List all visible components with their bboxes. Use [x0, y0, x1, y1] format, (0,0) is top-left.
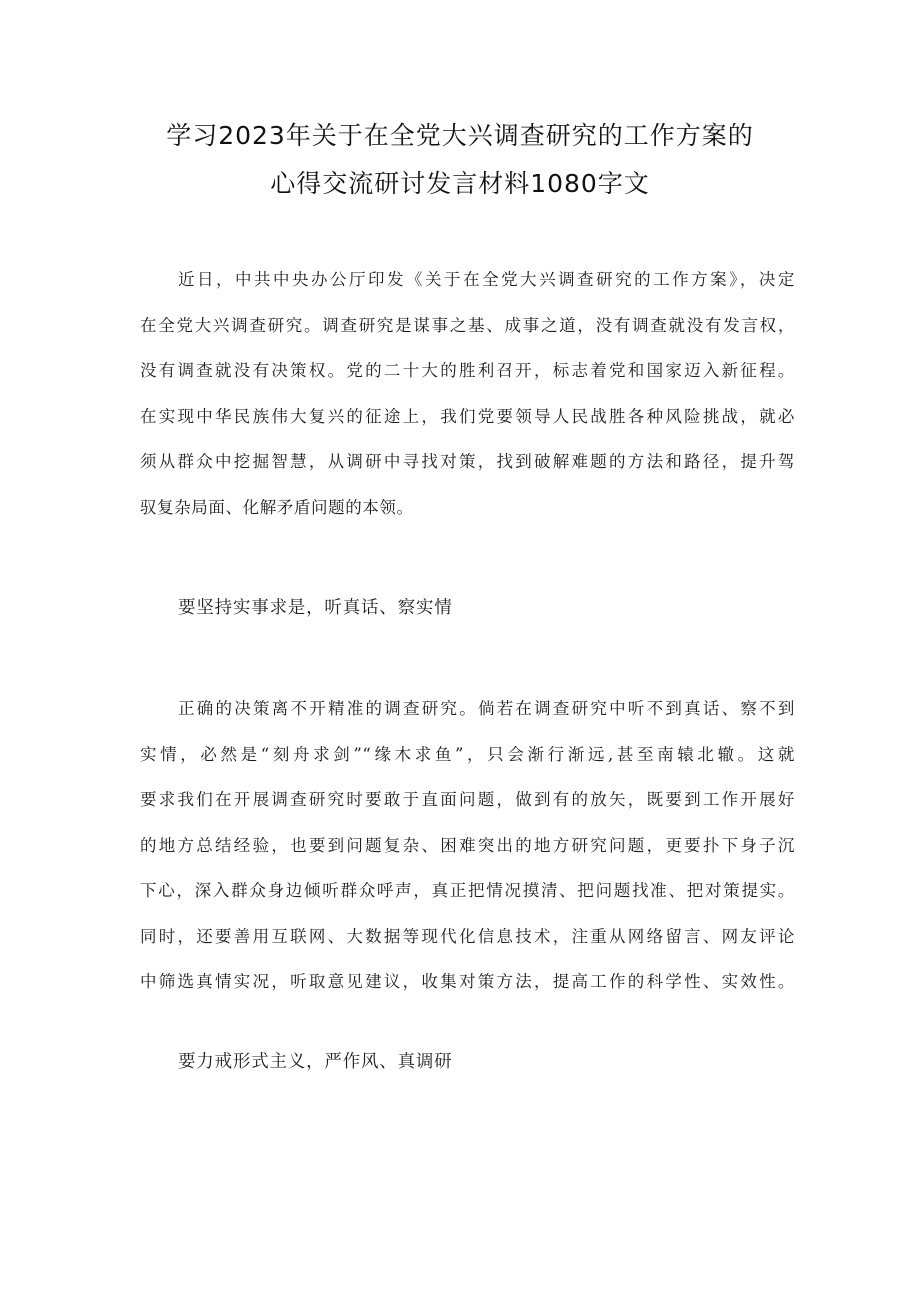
paragraph-line: 驭复杂局面、化解矛盾问题的本领。	[140, 498, 414, 517]
section-heading-1: 要坚持实事求是，听真话、察实情	[178, 598, 453, 618]
paragraph-line: 须从群众中挖掘智慧，从调研中寻找对策，找到破解难题的方法和路径，提升驾	[140, 452, 795, 471]
paragraph-line: 正确的决策离不开精准的调查研究。倘若在调查研究中听不到真话、察不到	[178, 699, 795, 718]
section-heading-2: 要力戒形式主义，严作风、真调研	[178, 1052, 453, 1072]
paragraph-line: 在全党大兴调查研究。调查研究是谋事之基、成事之道，没有调查就没有发言权，	[140, 316, 795, 335]
document-title-line-2: 心得交流研讨发言材料1080字文	[270, 169, 650, 198]
document-title-line-1: 学习2023年关于在全党大兴调查研究的工作方案的	[166, 121, 754, 150]
paragraph-line: 的地方总结经验，也要到问题复杂、困难突出的地方研究问题，更要扑下身子沉	[140, 836, 795, 855]
paragraph-line: 同时，还要善用互联网、大数据等现代化信息技术，注重从网络留言、网友评论	[140, 927, 795, 946]
paragraph-line: 近日，中共中央办公厅印发《关于在全党大兴调查研究的工作方案》，决定	[178, 270, 795, 289]
paragraph-line: 在实现中华民族伟大复兴的征途上，我们党要领导人民战胜各种风险挑战，就必	[140, 407, 795, 426]
paragraph-line: 中筛选真情实况，听取意见建议，收集对策方法，提高工作的科学性、实效性。	[140, 972, 795, 991]
paragraph-line: 实情，必然是“刻舟求剑”“缘木求鱼”，只会渐行渐远,甚至南辕北辙。这就	[140, 745, 795, 764]
paragraph-line: 没有调查就没有决策权。党的二十大的胜利召开，标志着党和国家迈入新征程。	[140, 361, 795, 380]
paragraph-line: 下心，深入群众身边倾听群众呼声，真正把情况摸清、把问题找准、把对策提实。	[140, 881, 795, 900]
paragraph-line: 要求我们在开展调查研究时要敢于直面问题，做到有的放矢，既要到工作开展好	[140, 790, 795, 809]
